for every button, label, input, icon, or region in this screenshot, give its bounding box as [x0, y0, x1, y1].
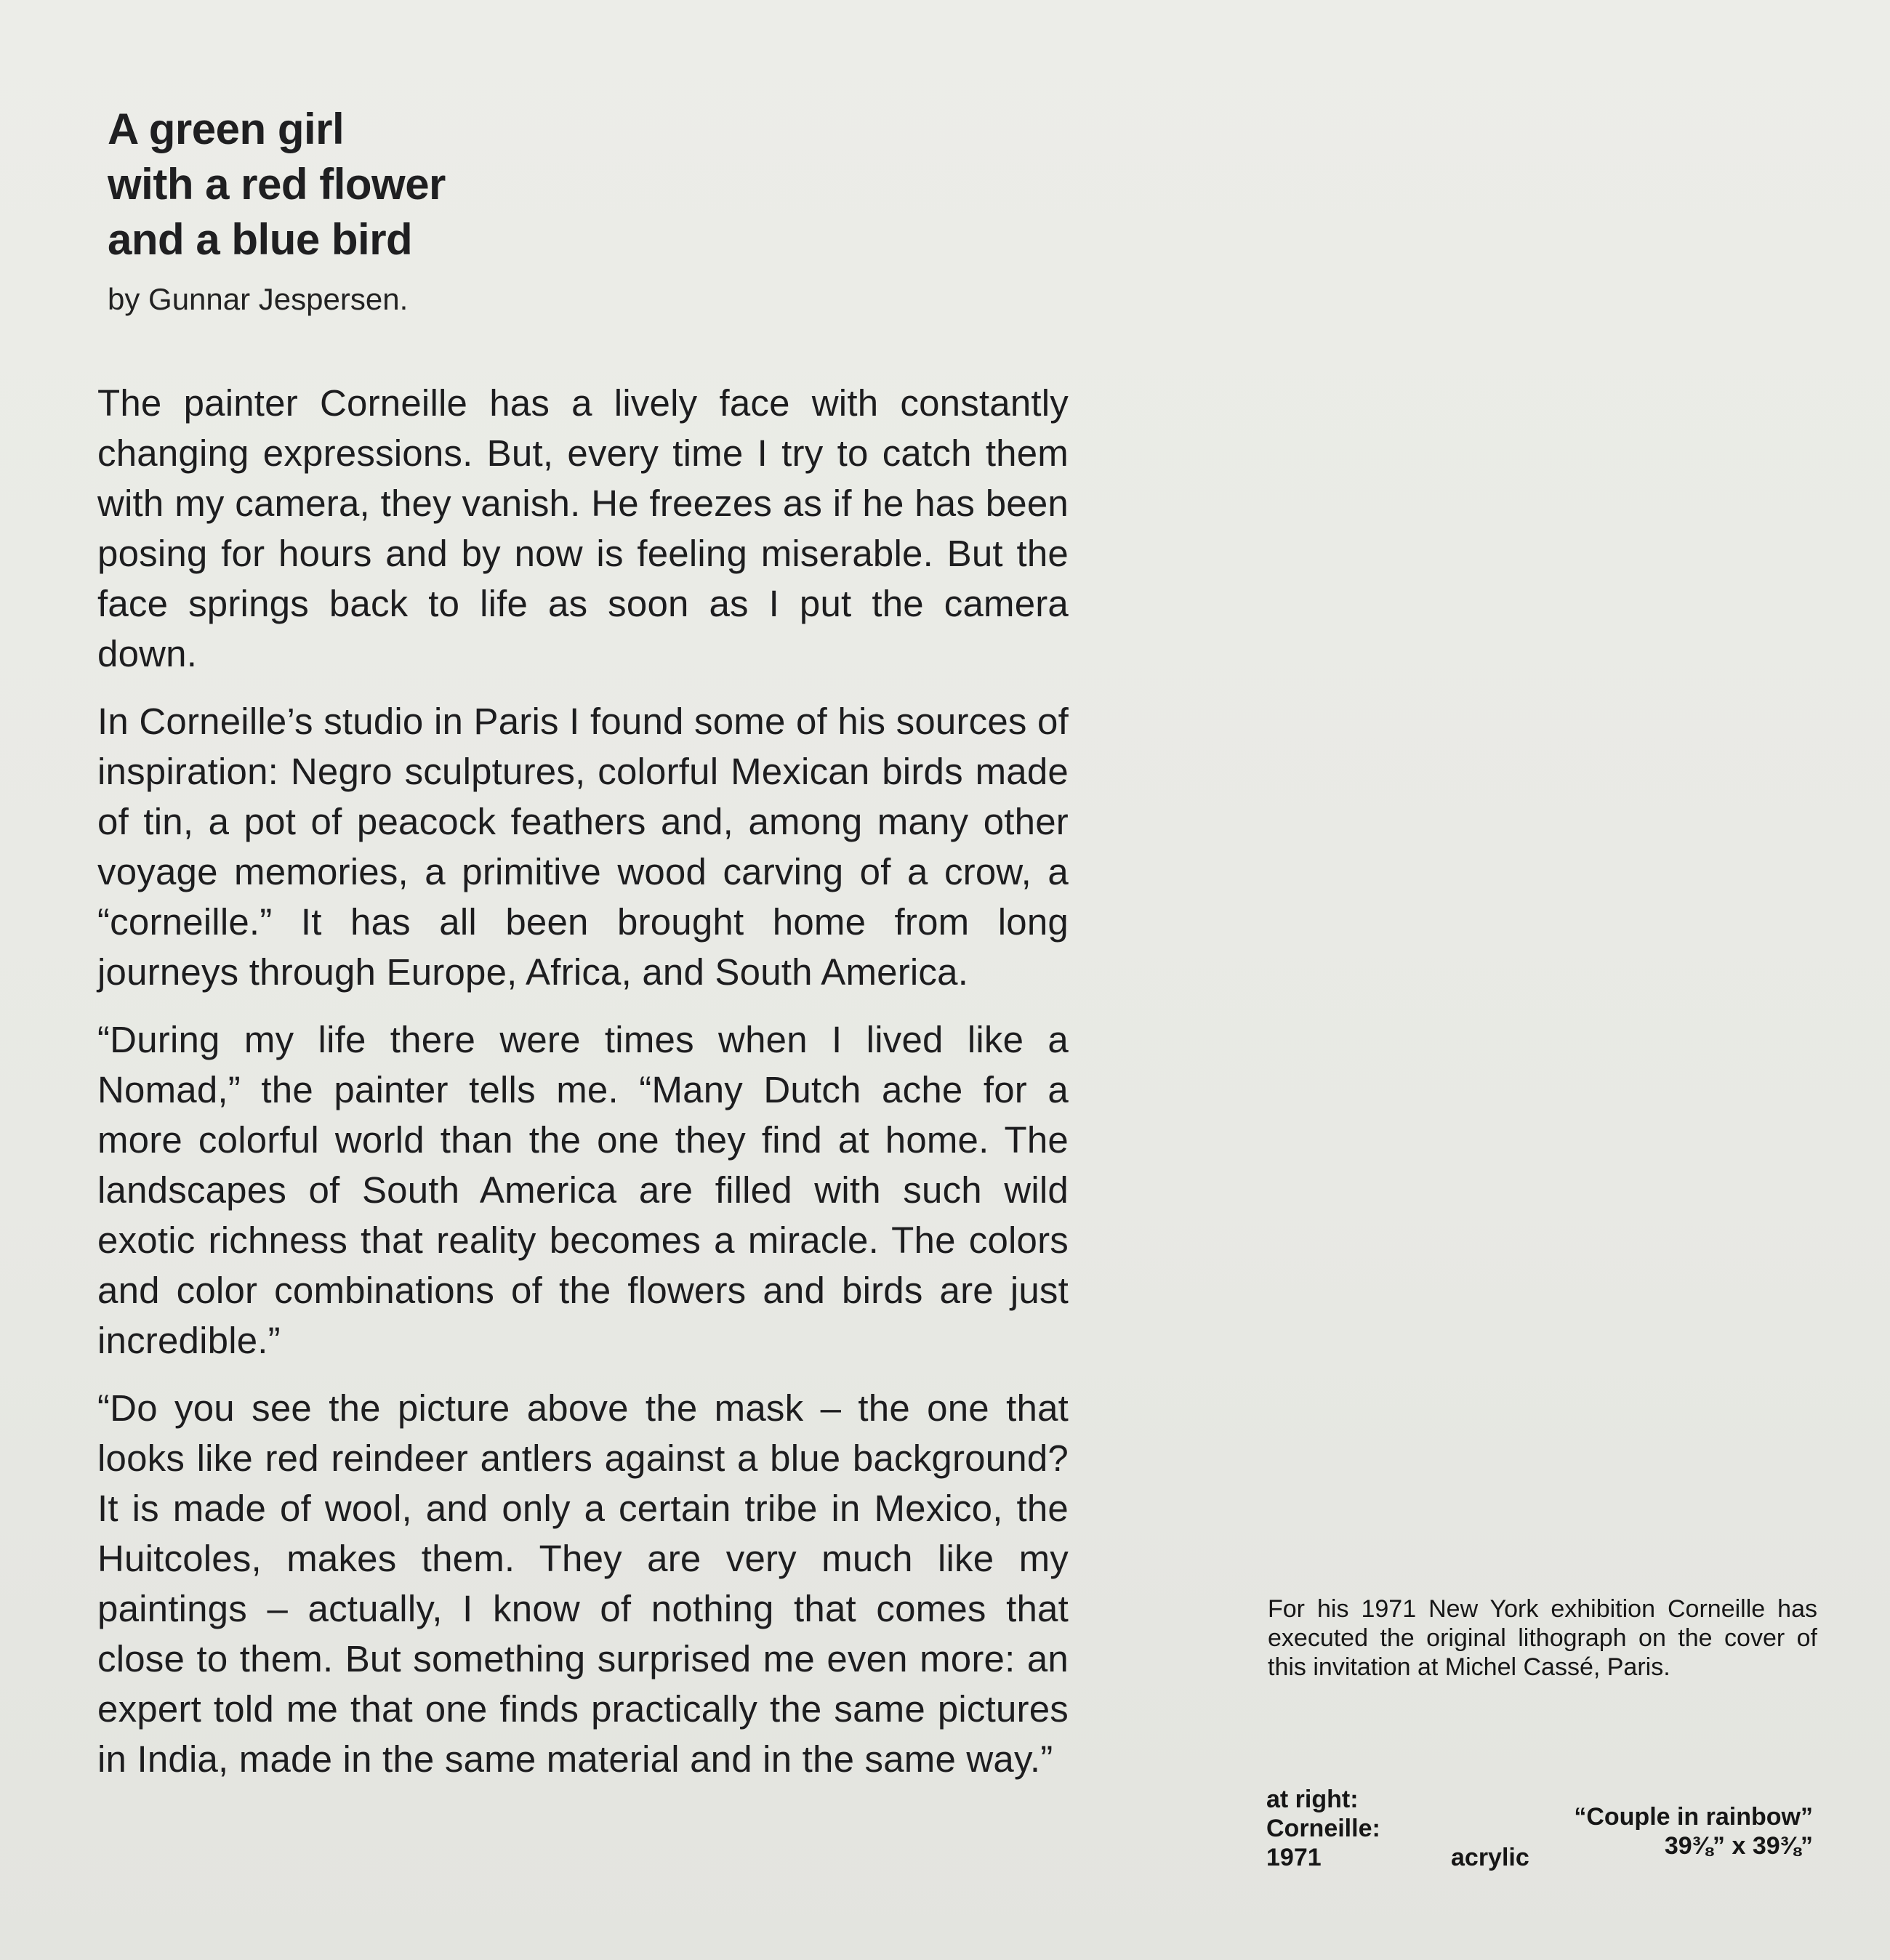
- article-paragraph: “Do you see the picture above the mask – the one that looks like red reindeer antlers against a blue background? It is made of wool, and only a certain tribe in Mexico, the Huitcoles, makes them. They are very much like my paintings – actually, I know of nothing that comes that close to them. But something surprised me even more: an expert told me that one finds practically the same pictures in India, made in the same material and in the same way.”: [97, 1387, 1069, 1780]
- credit-medium: acrylic: [1451, 1844, 1529, 1871]
- artwork-credit: [1266, 1785, 1819, 1879]
- title-line: A green girl: [108, 105, 345, 153]
- credit-position: at right:: [1266, 1786, 1359, 1813]
- article-body: [97, 378, 1069, 1802]
- credit-dimensions: 39⅜” x 39⅜”: [1664, 1832, 1813, 1860]
- article-paragraph: The painter Corneille has a lively face with constantly changing expressions. But, every time I try to catch them with my camera, they vanish. He freezes as if he has been posing for hours and by now is feeling miserable. But the face springs back to life as soon as I put the camera down.: [97, 382, 1069, 674]
- credit-work-block: [1574, 1802, 1813, 1860]
- article-title: [108, 102, 616, 267]
- exhibition-caption: For his 1971 New York exhibition Corneille has executed the original lithograph on the cover of this invitation at Michel Cassé, Paris.: [1268, 1595, 1817, 1681]
- credit-artist: Corneille:: [1266, 1815, 1380, 1842]
- credit-work-title: “Couple in rainbow”: [1574, 1803, 1813, 1831]
- article-paragraph: “During my life there were times when I lived like a Nomad,” the painter tells me. “Many Dutch ache for a more colorful world than the one they find at home. The landscapes of South America are filled with such wild exotic richness that reality becomes a miracle. The colors and color combinations of the flowers and birds are just incredible.”: [97, 1019, 1069, 1361]
- credit-year: 1971: [1266, 1844, 1322, 1871]
- article-paragraph: In Corneille’s studio in Paris I found some of his sources of inspiration: Negro sculptures, colorful Mexican birds made of tin, a pot of peacock feathers and, among many other voyage memories, a primitive wood carving of a crow, a “corneille.” It has all been brought home from long journeys through Europe, Africa, and South America.: [97, 701, 1069, 993]
- title-line: with a red flower: [108, 160, 446, 209]
- article-byline: by Gunnar Jespersen.: [108, 282, 409, 316]
- credit-artist-block: [1266, 1785, 1380, 1872]
- title-line: and a blue bird: [108, 215, 413, 264]
